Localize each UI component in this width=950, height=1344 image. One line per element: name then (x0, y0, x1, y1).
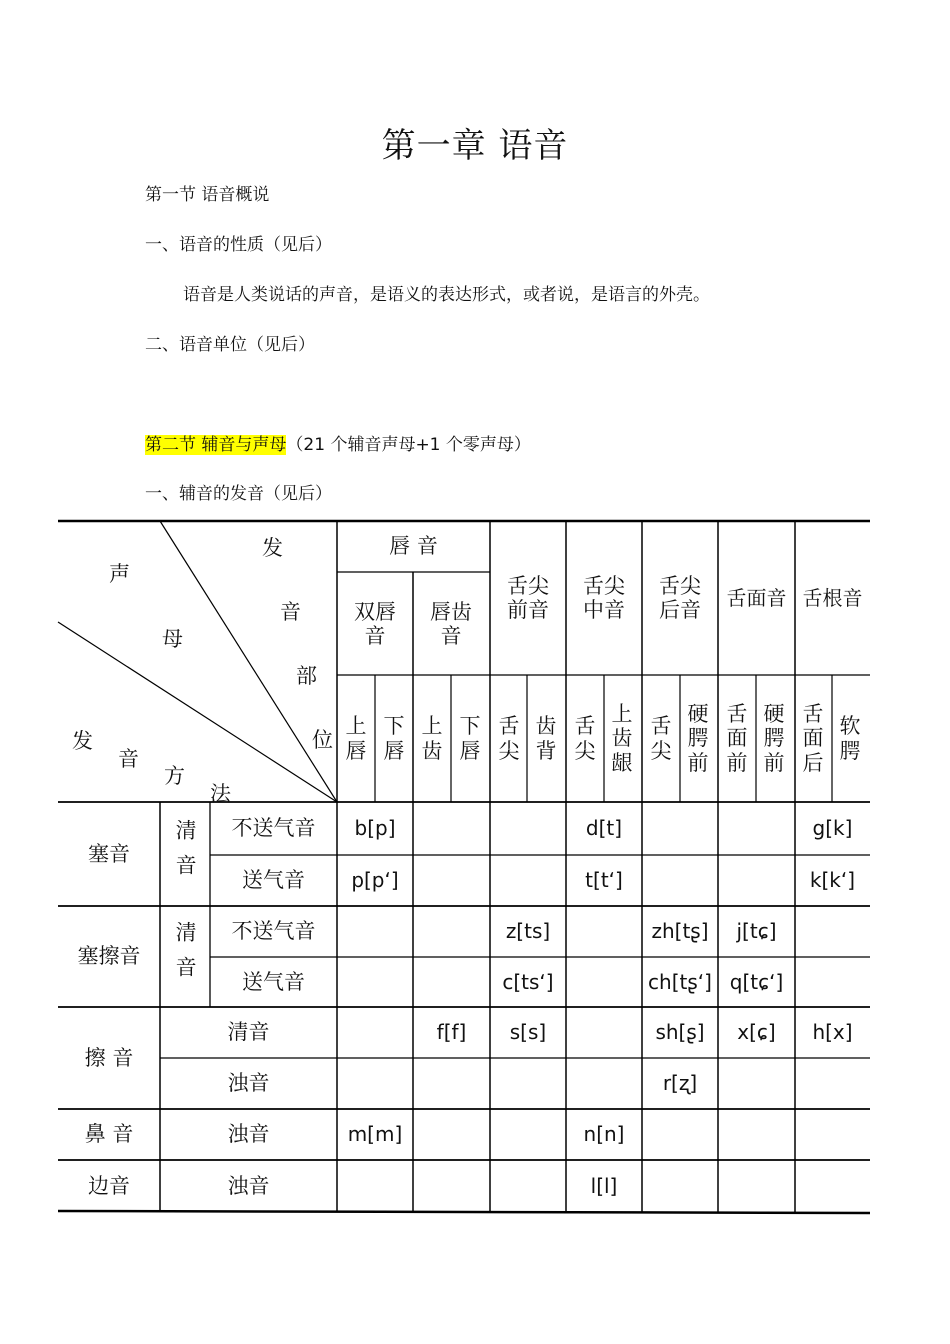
header-labiodental: 唇齿 音 (430, 599, 472, 648)
corner-fa: 发 (262, 536, 283, 560)
voiceless-label-stop: 清音 (173, 819, 198, 889)
manner-stop: 塞音 (88, 841, 130, 866)
unaspirated-label-affricate: 不送气音 (231, 919, 316, 944)
consonant-c: c[tsʻ] (502, 969, 554, 994)
section1-paragraph: 语音是人类说话的声音，是语义的表达形式，或者说，是语言的外壳。 (183, 285, 710, 305)
section2-item1: 一、辅音的发音（见后） (145, 484, 332, 504)
subcol-tongue-tip-2: 舌 尖 (574, 714, 596, 763)
subcol-alveolar-ridge: 上 齿 龈 (611, 702, 633, 775)
consonant-k: k[kʻ] (809, 868, 856, 892)
section1-item2: 二、语音单位（见后） (145, 335, 315, 355)
manner-affricate: 塞擦音 (77, 944, 141, 969)
manner-fricative: 擦 音 (84, 1045, 134, 1070)
subcol-tongue-back: 舌 面 后 (802, 702, 824, 775)
section2-heading: 第二节 辅音与声母 (145, 435, 287, 455)
corner-bu: 部 (296, 664, 317, 688)
voiced-label-nasal: 浊音 (227, 1122, 270, 1147)
section1-heading: 第一节 语音概说 (145, 185, 270, 205)
header-alveolar-mid: 舌尖 中音 (583, 573, 625, 622)
subcol-tongue-tip: 舌 尖 (498, 714, 520, 763)
voiceless-label-fricative: 清音 (227, 1020, 270, 1045)
corner-fang: 方 (164, 764, 185, 788)
subcol-upper-teeth: 上 齿 (421, 714, 443, 763)
section1-item1: 一、语音的性质（见后） (145, 235, 332, 255)
consonant-q: q[tɕʻ] (729, 969, 784, 994)
consonant-sh: sh[ʂ] (655, 1020, 705, 1044)
corner-sheng: 声 (109, 562, 130, 586)
subcol-soft-palate: 软 腭 (839, 714, 861, 763)
consonant-n: n[n] (583, 1122, 625, 1146)
consonant-d: d[t] (585, 816, 623, 840)
consonant-h: h[x] (812, 1020, 853, 1044)
consonant-zh: zh[tʂ] (651, 919, 709, 943)
subcol-teeth-back: 齿 背 (535, 714, 557, 763)
subcol-lower-lip-2: 下 唇 (459, 714, 481, 763)
aspirated-label-stop: 送气音 (242, 868, 305, 893)
subcol-hard-palate-front: 硬 腭 前 (687, 702, 709, 775)
manner-lateral: 边音 (88, 1173, 130, 1198)
corner-fa3: 法 (210, 782, 231, 806)
section2-note: （21 个辅音声母+1 个零声母） (286, 435, 531, 455)
consonant-s: s[s] (509, 1020, 547, 1044)
consonant-b: b[p] (354, 816, 396, 840)
header-lip: 唇 音 (389, 534, 438, 559)
subcol-lower-lip: 下 唇 (383, 714, 405, 763)
subcol-tongue-tip-3: 舌 尖 (650, 714, 672, 763)
unaspirated-label-stop: 不送气音 (231, 816, 316, 841)
consonant-l: l[l] (590, 1173, 618, 1198)
corner-wei: 位 (312, 728, 333, 752)
voiceless-label-affricate: 清音 (173, 921, 198, 991)
voiced-label-fricative: 浊音 (227, 1071, 270, 1096)
header-palatal: 舌面音 (726, 585, 787, 610)
subcol-tongue-front: 舌 面 前 (726, 702, 748, 775)
corner-yin2: 音 (118, 747, 139, 771)
aspirated-label-affricate: 送气音 (242, 969, 305, 994)
consonant-ch: ch[tʂʻ] (648, 969, 712, 994)
corner-fa2: 发 (72, 729, 93, 753)
corner-yin: 音 (280, 600, 301, 624)
consonant-r: r[ʐ] (662, 1071, 698, 1095)
consonant-m: m[m] (347, 1122, 403, 1146)
header-alveolar-front: 舌尖 前音 (507, 573, 549, 622)
chapter-title: 第一章 语音 (381, 126, 569, 166)
consonant-z: z[ts] (505, 919, 551, 943)
consonant-g: g[k] (812, 816, 853, 840)
subcol-upper-lip: 上 唇 (345, 714, 367, 763)
subcol-hard-palate-front-2: 硬 腭 前 (763, 702, 785, 775)
corner-mu: 母 (162, 627, 183, 651)
consonant-j: j[tɕ] (736, 919, 777, 943)
header-bilabial: 双唇 音 (354, 599, 396, 648)
consonant-f: f[f] (436, 1020, 467, 1044)
header-velar: 舌根音 (802, 585, 863, 610)
consonant-x: x[ɕ] (737, 1020, 776, 1044)
consonant-p: p[pʻ] (351, 868, 399, 892)
voiced-label-lateral: 浊音 (227, 1173, 270, 1198)
consonant-t: t[tʻ] (585, 868, 623, 892)
manner-nasal: 鼻 音 (84, 1122, 134, 1147)
header-alveolar-back: 舌尖 后音 (659, 573, 701, 622)
